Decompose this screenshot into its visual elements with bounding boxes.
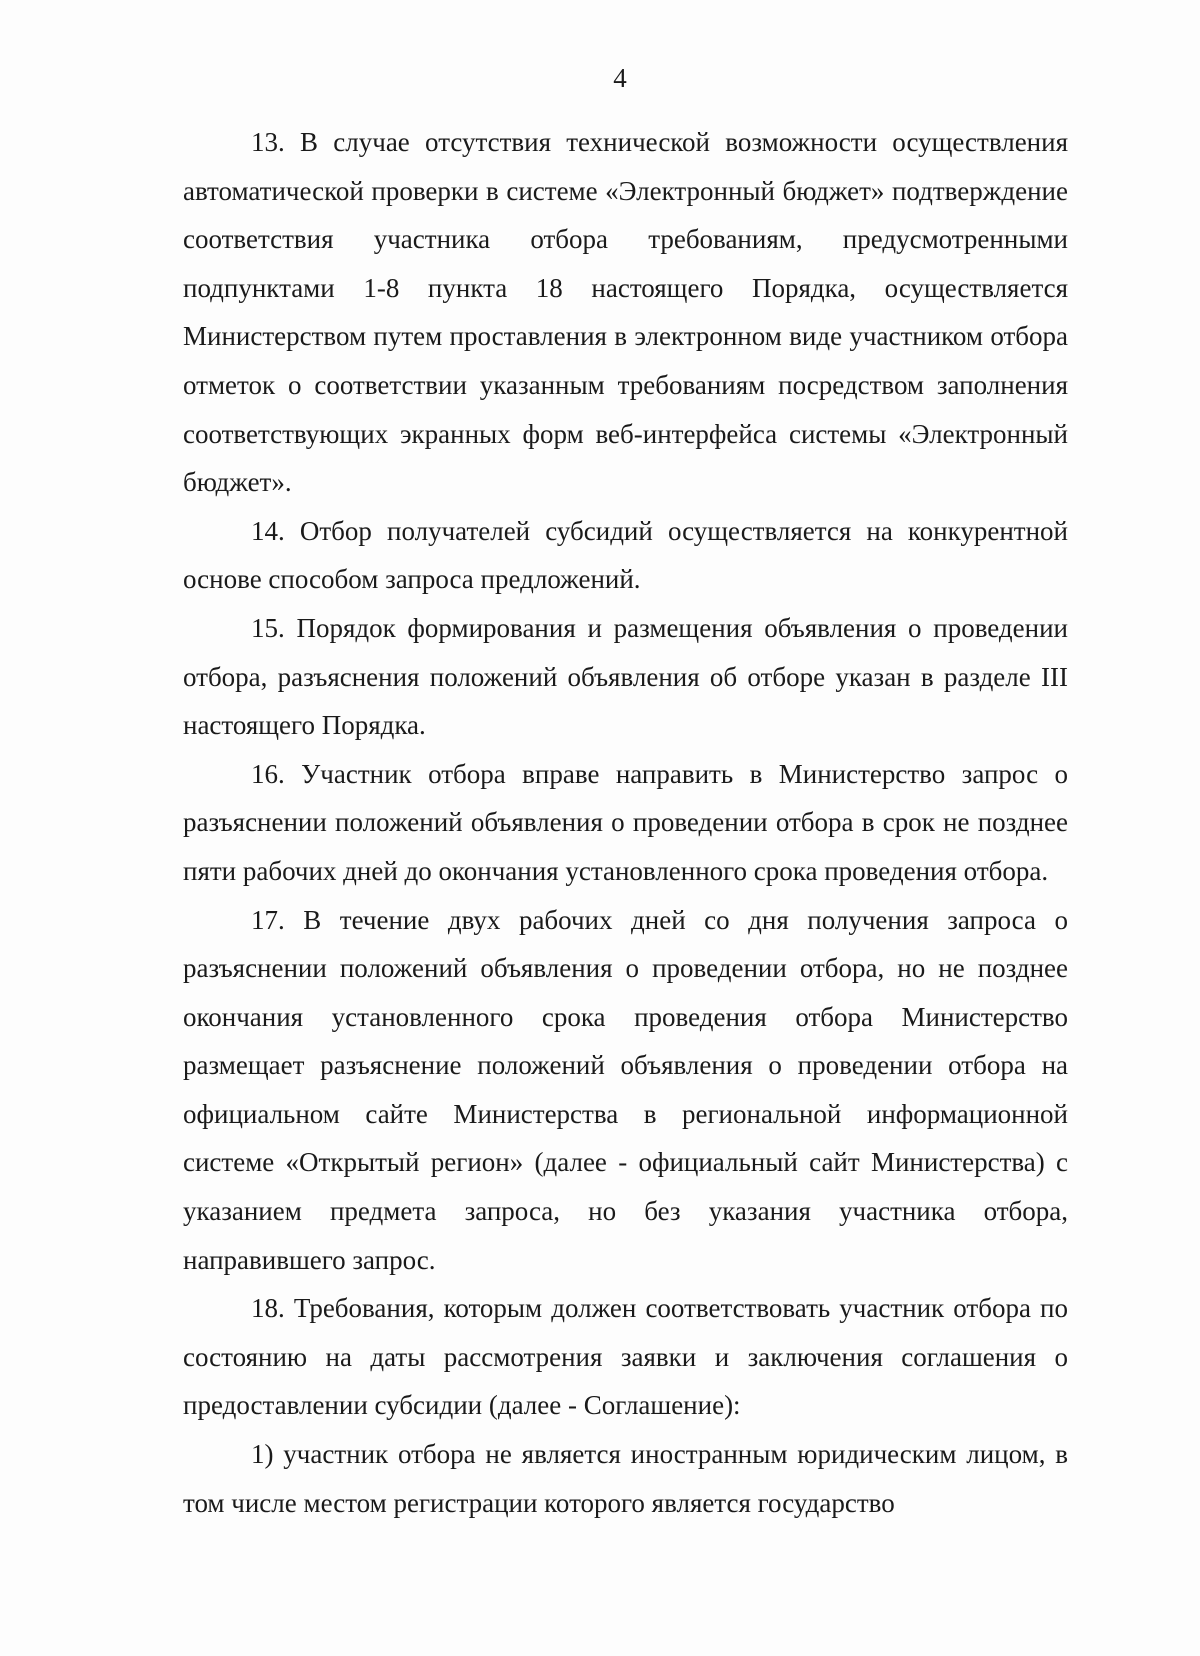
page-number: 4	[613, 63, 627, 93]
paragraph-13: 13. В случае отсутствия технической возможности осуществления автоматической проверки в системе «Электронный бюджет» подтверждение соответствия участника отбора требованиям, предусмотренными подпунктами 1-8 пункта 18 настоящего Порядка, осуществляется Министерством путем проставления в электронном виде участником отбора отметок о соответствии указанным требованиям посредством заполнения соответствующих экранных форм веб-интерфейса системы «Электронный бюджет».	[183, 127, 1068, 498]
paragraph-14: 14. Отбор получателей субсидий осуществляется на конкурентной основе способом запроса предложений.	[183, 515, 1068, 595]
paragraph-16: 16. Участник отбора вправе направить в Министерство запрос о разъяснении положений объявления о проведении отбора в срок не позднее пяти рабочих дней до окончания установленного срока проведения отбора.	[183, 758, 1068, 886]
paragraph-17: 17. В течение двух рабочих дней со дня получения запроса о разъяснении положений объявления о проведении отбора, но не позднее окончания установленного срока проведения отбора Министерство размещает разъяснение положений объявления о проведении отбора на официальном сайте Министерства в региональной информационной системе «Открытый регион» (далее - официальный сайт Министерства) с указанием предмета запроса, но без указания участника отбора, направившего запрос.	[183, 904, 1068, 1275]
paragraph-18-item-1: 1) участник отбора не является иностранным юридическим лицом, в том числе местом регистрации которого является государство	[183, 1439, 1068, 1518]
paragraph-18: 18. Требования, которым должен соответствовать участник отбора по состоянию на даты рассмотрения заявки и заключения соглашения о предоставлении субсидии (далее - Соглашение):	[183, 1293, 1068, 1421]
document-body	[183, 118, 1068, 1527]
paragraph-15: 15. Порядок формирования и размещения объявления о проведении отбора, разъяснения положений объявления об отборе указан в разделе III настоящего Порядка.	[183, 612, 1068, 741]
